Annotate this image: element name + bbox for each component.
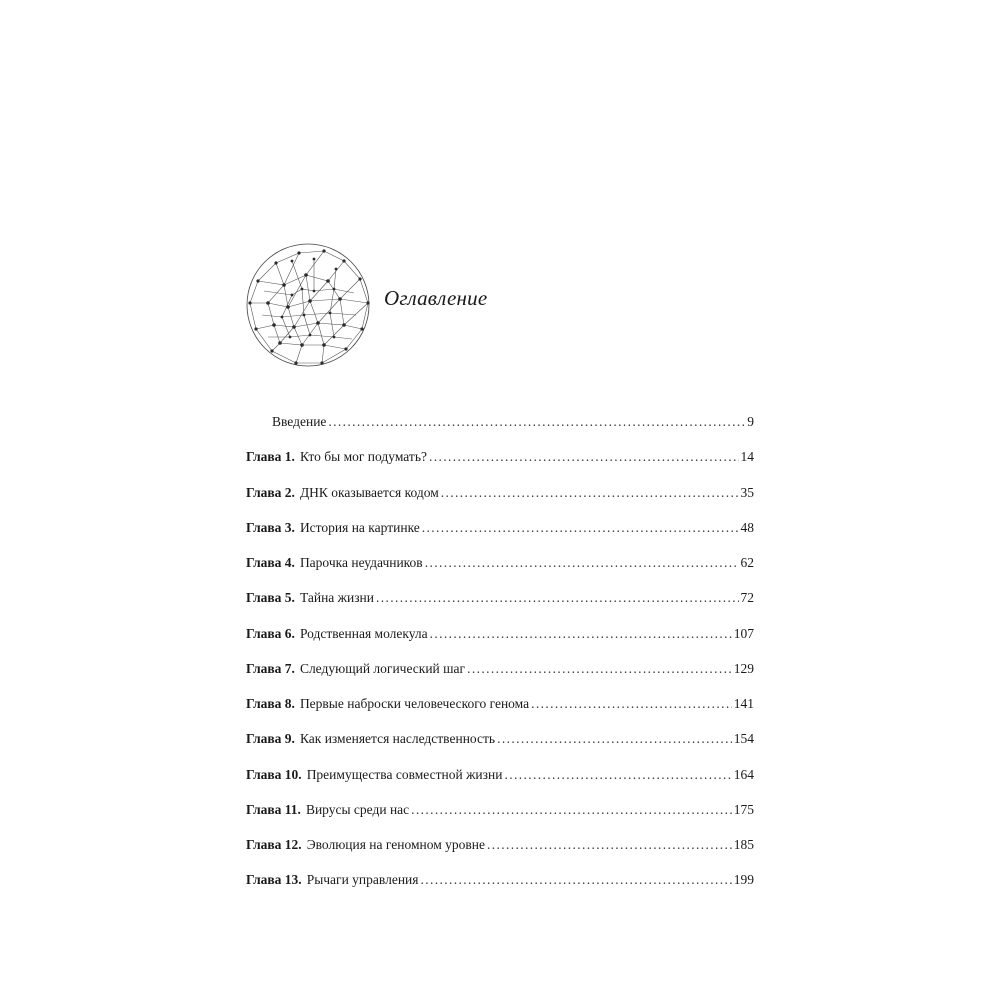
dot-leader xyxy=(467,657,732,681)
toc-entry-chapter-8[interactable] xyxy=(246,692,754,727)
toc-entry-title: Введение xyxy=(272,414,327,429)
toc-entry-chapter-13[interactable] xyxy=(246,868,754,903)
toc-entry-title: Парочка неудачников xyxy=(299,555,423,570)
toc-entry-chapter-10[interactable] xyxy=(246,763,754,798)
toc-entry-chapter-label: Глава 8. xyxy=(246,696,295,711)
toc-entry-chapter-label: Глава 3. xyxy=(246,519,295,535)
table-of-contents xyxy=(246,410,754,904)
toc-entry-chapter-7[interactable] xyxy=(246,657,754,692)
toc-entry-chapter-5[interactable] xyxy=(246,586,754,621)
dot-leader xyxy=(422,516,739,540)
toc-entry-chapter-3[interactable] xyxy=(246,516,754,551)
dot-leader xyxy=(531,692,732,716)
toc-entry-title: Следующий логический шаг xyxy=(299,660,466,676)
toc-entry-page: 129 xyxy=(733,660,754,676)
toc-entry-chapter-label: Глава 1. xyxy=(246,449,295,465)
page-title: Оглавление xyxy=(384,286,488,310)
dot-leader xyxy=(411,798,732,822)
dot-leader xyxy=(328,410,745,434)
toc-entry-page: 35 xyxy=(740,484,754,500)
toc-entry-chapter-1[interactable] xyxy=(246,445,754,480)
dot-leader xyxy=(504,763,731,787)
toc-entry-page: 62 xyxy=(740,555,754,570)
toc-entry-chapter-4[interactable] xyxy=(246,551,754,586)
toc-entry-title: История на картинке xyxy=(299,519,420,535)
toc-entry-title: Преимущества совместной жизни xyxy=(306,766,503,782)
toc-entry-chapter-label: Глава 10. xyxy=(246,766,302,782)
toc-entry-chapter-label: Глава 7. xyxy=(246,660,295,676)
toc-entry-title: Эволюция на геномном уровне xyxy=(306,837,485,852)
toc-entry-chapter-label: Глава 2. xyxy=(246,484,295,500)
toc-entry-chapter-label: Глава 6. xyxy=(246,625,295,641)
toc-entry-page: 72 xyxy=(740,590,754,606)
toc-entry-page: 9 xyxy=(747,414,754,429)
toc-entry-title: ДНК оказывается кодом xyxy=(299,484,439,500)
toc-entry-title: Рычаги управления xyxy=(306,872,419,888)
toc-entry-page: 154 xyxy=(733,731,754,747)
dot-leader xyxy=(429,445,739,469)
toc-entry-chapter-label: Глава 12. xyxy=(246,837,302,852)
toc-entry-chapter-label: Глава 4. xyxy=(246,555,295,570)
dot-leader xyxy=(487,833,732,857)
toc-entry-page: 199 xyxy=(733,872,754,888)
toc-entry-title: Тайна жизни xyxy=(299,590,374,606)
toc-entry-chapter-12[interactable] xyxy=(246,833,754,868)
dot-leader xyxy=(441,481,739,505)
network-globe-icon xyxy=(244,241,372,369)
toc-entry-page: 164 xyxy=(733,766,754,782)
toc-entry-title: Как изменяется наследственность xyxy=(299,731,496,747)
toc-entry-page: 14 xyxy=(740,449,754,465)
toc-entry-chapter-label: Глава 13. xyxy=(246,872,302,888)
dot-leader xyxy=(425,551,739,575)
toc-entry-introduction[interactable] xyxy=(246,410,754,445)
toc-entry-chapter-11[interactable] xyxy=(246,798,754,833)
toc-entry-title: Родственная молекула xyxy=(299,625,428,641)
toc-entry-page: 185 xyxy=(733,837,754,852)
toc-entry-chapter-label: Глава 5. xyxy=(246,590,295,606)
toc-entry-page: 175 xyxy=(733,801,754,817)
toc-entry-chapter-9[interactable] xyxy=(246,727,754,762)
dot-leader xyxy=(420,868,731,892)
toc-entry-title: Кто бы мог подумать? xyxy=(299,449,427,465)
toc-entry-page: 107 xyxy=(733,625,754,641)
dot-leader xyxy=(497,727,732,751)
toc-entry-title: Первые наброски человеческого генома xyxy=(299,696,530,711)
toc-entry-chapter-2[interactable] xyxy=(246,481,754,516)
toc-entry-page: 141 xyxy=(733,696,754,711)
toc-entry-chapter-label: Глава 11. xyxy=(246,801,301,817)
toc-entry-page: 48 xyxy=(740,519,754,535)
toc-entry-chapter-6[interactable] xyxy=(246,622,754,657)
toc-entry-title: Вирусы среди нас xyxy=(305,801,410,817)
dot-leader xyxy=(430,622,732,646)
toc-entry-chapter-label: Глава 9. xyxy=(246,731,295,747)
dot-leader xyxy=(376,586,739,610)
